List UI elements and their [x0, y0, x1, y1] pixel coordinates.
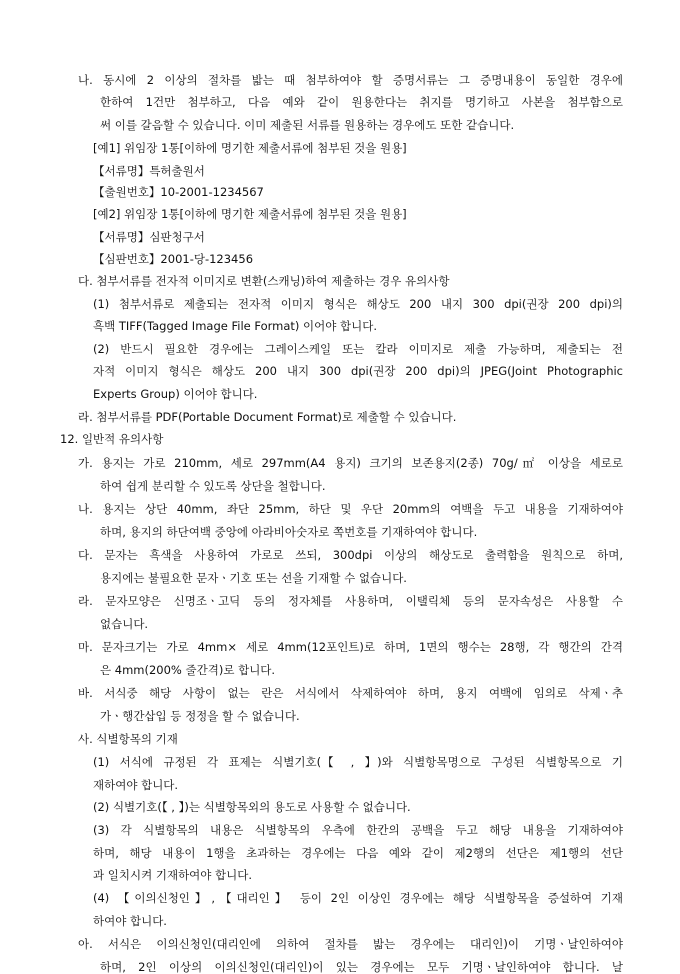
text-line: 【출원번호】10-2001-1234567	[93, 185, 264, 199]
text-line: 사. 식별항목의 기재	[78, 732, 178, 746]
text-line: (2) 반드시 필요한 경우에는 그레이스케일 또는 칼라 이미지로 제출 가능하며, 제출되는 전	[93, 342, 623, 356]
text-line: 하여 쉽게 분리할 수 있도록 상단을 철합니다.	[100, 479, 326, 493]
text-line: [예2] 위임장 1통[이하에 명기한 제출서류에 첨부된 것을 원용]	[93, 207, 407, 221]
text-line: 흑백 TIFF(Tagged Image File Format) 이어야 합니다.	[93, 319, 378, 333]
text-line: 라. 첨부서류를 PDF(Portable Document Format)로 제출할 수 있습니다.	[78, 410, 457, 424]
text-line: 【서류명】특허출원서	[93, 164, 205, 178]
text-line: 라. 문자모양은 신명조ㆍ고딕 등의 정자체를 사용하며, 이탤릭체 등의 문자속성은 사용할 수	[78, 594, 623, 608]
text-line: 하며, 2인 이상의 이의신청인(대리인)이 있는 경우에는 모두 기명ㆍ날인하여야 합니다. 날	[100, 960, 623, 974]
text-line: (4) 【이의신청인】,【대리인】 등이 2인 이상인 경우에는 해당 식별항목을 증설하여 기재	[93, 891, 623, 905]
text-line: 바. 서식중 해당 사항이 없는 란은 서식에서 삭제하여야 하며, 용지 여백에 임의로 삭제ㆍ추	[78, 686, 623, 700]
text-line: 하며, 용지의 하단여백 중앙에 아라비아숫자로 쪽번호를 기재하여야 합니다.	[100, 525, 478, 539]
text-line: 나. 동시에 2 이상의 절차를 밟는 때 첨부하여야 할 증명서류는 그 증명내용이 동일한 경우에	[78, 73, 623, 87]
text-line: 하며, 해당 내용이 1행을 초과하는 경우에는 다음 예와 같이 제2행의 선단은 제1행의 선단	[93, 846, 623, 860]
text-line: 과 일치시켜 기재하여야 합니다.	[93, 868, 253, 882]
text-line: 은 4mm(200% 줄간격)로 합니다.	[100, 663, 276, 677]
text-line: 재하여야 합니다.	[93, 778, 179, 792]
text-line: Experts Group) 이어야 합니다.	[93, 387, 258, 401]
text-line: (1) 서식에 규정된 각 표제는 식별기호(【 , 】)와 식별항목명으로 구성된 식별항목으로 기	[93, 755, 623, 769]
text-line: 없습니다.	[100, 617, 149, 631]
text-line: 【서류명】심판청구서	[93, 230, 205, 244]
text-line: [예1] 위임장 1통[이하에 명기한 제출서류에 첨부된 것을 원용]	[93, 141, 407, 155]
text-line: (2) 식별기호(【 , 】)는 식별항목외의 용도로 사용할 수 없습니다.	[93, 800, 411, 814]
text-line: 하여야 합니다.	[93, 914, 167, 928]
text-line: 가. 용지는 가로 210mm, 세로 297mm(A4 용지) 크기의 보존용지(2종) 70g/㎡ 이상을 세로로	[78, 456, 623, 470]
text-line: 자적 이미지 형식은 해상도 200 내지 300 dpi(권장 200 dpi)의 JPEG(Joint Photographic	[93, 364, 623, 378]
text-line: 용지에는 불필요한 문자ㆍ기호 또는 선을 기재할 수 없습니다.	[100, 571, 407, 585]
text-line: 아. 서식은 이의신청인(대리인에 의하여 절차를 밟는 경우에는 대리인)이 기명ㆍ날인하여야	[78, 937, 623, 951]
text-line: 써 이를 갈음할 수 있습니다. 이미 제출된 서류를 원용하는 경우에도 또한 같습니다.	[100, 118, 515, 132]
text-line: 마. 문자크기는 가로 4mm× 세로 4mm(12포인트)로 하며, 1면의 행수는 28행, 각 행간의 간격	[78, 640, 623, 654]
text-line: (1) 첨부서류로 제출되는 전자적 이미지 형식은 해상도 200 내지 300 dpi(권장 200 dpi)의	[93, 297, 623, 311]
text-line: 나. 용지는 상단 40mm, 좌단 25mm, 하단 및 우단 20mm의 여백을 두고 내용을 기재하여야	[78, 502, 623, 516]
text-line: (3) 각 식별항목의 내용은 식별항목의 우측에 한칸의 공백을 두고 해당 내용을 기재하여야	[93, 823, 623, 837]
text-line: 다. 첨부서류를 전자적 이미지로 변환(스캐닝)하여 제출하는 경우 유의사항	[78, 274, 450, 288]
text-line: 【심판번호】2001-당-123456	[93, 252, 254, 266]
section-heading: 12. 일반적 유의사항	[60, 432, 164, 446]
text-line: 한하여 1건만 첨부하고, 다음 예와 같이 원용한다는 취지를 명기하고 사본을 첨부함으로	[100, 95, 623, 109]
text-line: 가ㆍ행간삽입 등 정정을 할 수 없습니다.	[100, 709, 300, 723]
text-line: 다. 문자는 흑색을 사용하여 가로로 쓰되, 300dpi 이상의 해상도로 출력함을 원칙으로 하며,	[78, 548, 623, 562]
